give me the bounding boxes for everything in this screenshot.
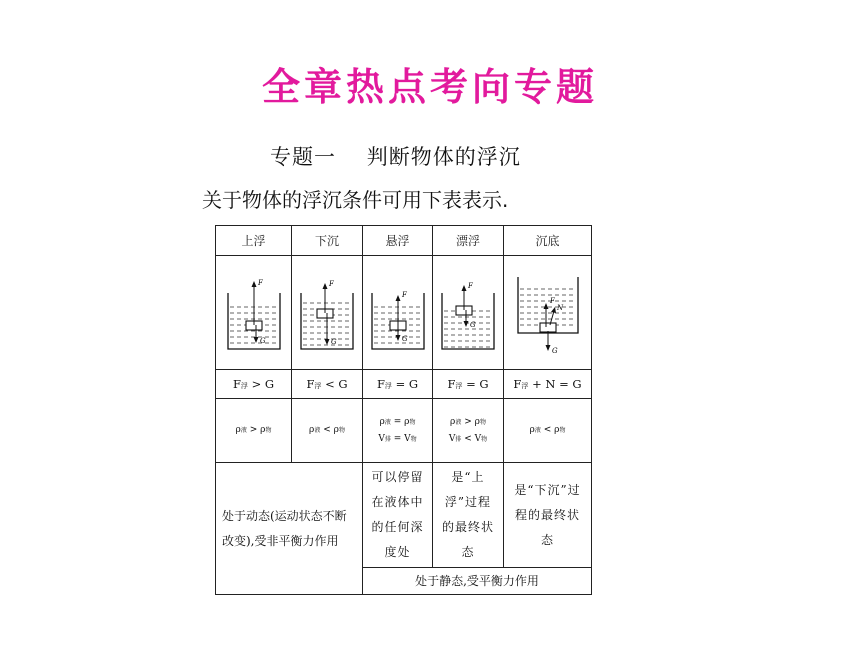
motion-state-row: [216, 463, 592, 568]
density-float: ρ液 > ρ物 V排 < V物: [433, 399, 504, 463]
density-bottom: ρ液 < ρ物: [504, 399, 592, 463]
beaker-suspend-diagram: [366, 271, 430, 351]
beaker-sink-diagram: [295, 271, 359, 351]
beaker-bottom-diagram: [510, 263, 586, 359]
svg-text:N: N: [556, 304, 563, 312]
svg-text:F: F: [468, 282, 473, 290]
header-rise: 上浮: [216, 226, 292, 256]
condition-rise: F浮 > G: [216, 370, 292, 399]
diagram-bottom-cell: [504, 256, 592, 370]
diagram-rise-cell: [216, 256, 292, 370]
header-bottom: 沉底: [504, 226, 592, 256]
intro-text: 关于物体的浮沉条件可用下表表示.: [202, 188, 509, 212]
diagram-suspend-cell: [363, 256, 433, 370]
diagram-float-cell: [433, 256, 504, 370]
static-state-text: 处于静态,受平衡力作用: [363, 568, 592, 595]
dynamic-state-text: 处于动态(运动状态不断改变),受非平衡力作用: [216, 463, 363, 595]
sink-state-text: 是“下沉”过程的最终状态: [504, 463, 592, 568]
condition-bottom: F浮 + N = G: [504, 370, 592, 399]
density-rise: ρ液 > ρ物: [216, 399, 292, 463]
section-subtitle: 专题一 判断物体的浮沉: [270, 145, 521, 169]
density-sink: ρ液 < ρ物: [292, 399, 363, 463]
beaker-float-diagram: [436, 271, 500, 351]
svg-text:G: G: [331, 338, 337, 346]
svg-text:G: G: [551, 347, 558, 355]
header-sink: 下沉: [292, 226, 363, 256]
density-condition-row: [216, 399, 592, 463]
condition-float: F浮 = G: [433, 370, 504, 399]
condition-suspend: F浮 = G: [363, 370, 433, 399]
float-state-text: 是“上浮”过程的最终状态: [433, 463, 504, 568]
suspend-state-text: 可以停留在液体中的任何深度处: [363, 463, 433, 568]
svg-text:G: G: [470, 321, 476, 329]
force-label-g: G: [259, 337, 266, 345]
buoyancy-table: [215, 225, 592, 595]
diagram-sink-cell: [292, 256, 363, 370]
force-label-f: F: [257, 279, 263, 287]
svg-text:F: F: [329, 280, 334, 288]
header-suspend: 悬浮: [363, 226, 433, 256]
svg-text:F: F: [401, 291, 407, 299]
svg-text:F: F: [549, 297, 555, 305]
header-float: 漂浮: [433, 226, 504, 256]
diagram-row: [216, 256, 592, 370]
header-row: [216, 226, 592, 256]
force-condition-row: [216, 370, 592, 399]
density-suspend: ρ液 = ρ物 V排 = V物: [363, 399, 433, 463]
beaker-rise-diagram: [222, 271, 286, 351]
svg-text:G: G: [401, 335, 408, 343]
page-title: 全章热点考向专题: [261, 64, 598, 109]
condition-sink: F浮 < G: [292, 370, 363, 399]
